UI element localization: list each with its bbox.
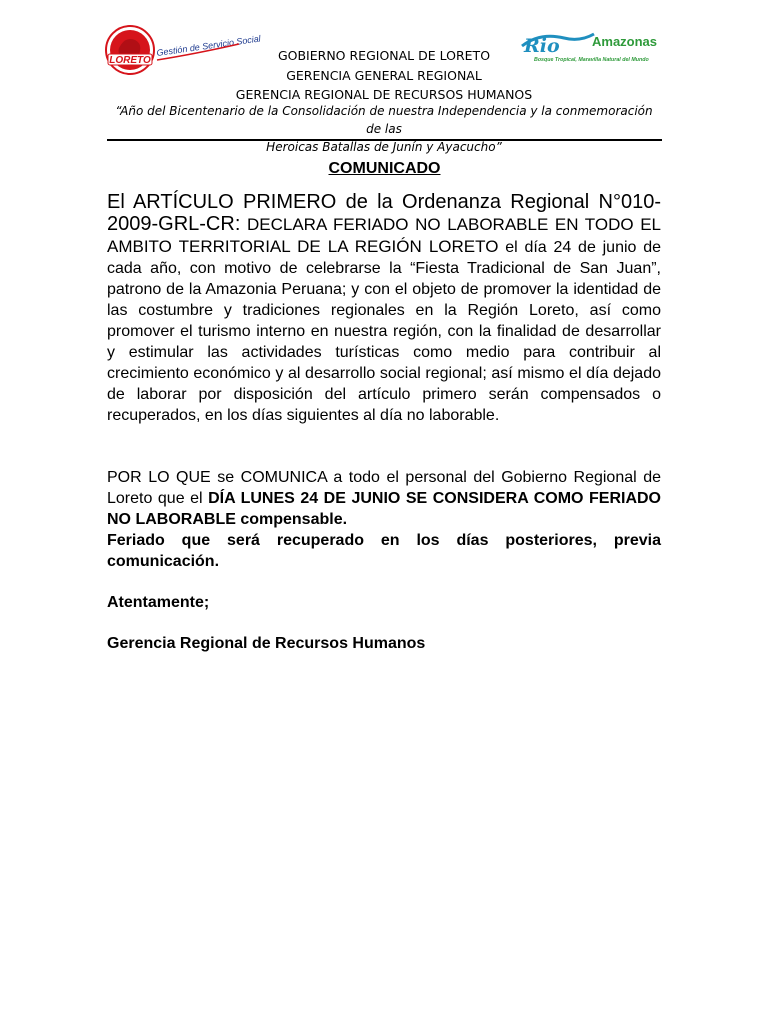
year-motto-line1: “Año del Bicentenario de la Consolidación de nuestra Independencia y la conmemoración de las — [115, 104, 653, 136]
recovery-notice: Feriado que será recuperado en los días posteriores, previa comunicación. — [107, 532, 661, 570]
header-hr-management: GERENCIA REGIONAL DE RECURSOS HUMANOS — [235, 87, 533, 102]
year-motto — [108, 102, 660, 156]
loreto-emblem-text: LORETO — [109, 55, 151, 66]
holiday-notice: DÍA LUNES 24 DE JUNIO SE CONSIDERA COMO FERIADO NO LABORABLE compensable. — [107, 490, 661, 528]
signature-department: Gerencia Regional de Recursos Humanos — [107, 635, 426, 652]
header-divider — [107, 139, 662, 141]
amazonas-slogan: Bosque Tropical, Maravilla Natural del Mundo — [534, 57, 649, 63]
paragraph-communication — [107, 467, 661, 572]
amazonas-wordmark: Amazonas — [592, 34, 658, 49]
communication-intro: POR LO QUE se COMUNICA a todo el personal del Gobierno Regional de Loreto que el — [107, 469, 661, 507]
year-motto-line2: Heroicas Batallas de Junín y Ayacucho” — [266, 140, 502, 154]
header-general-management: GERENCIA GENERAL REGIONAL — [286, 68, 482, 83]
ordinance-body: el día 24 de junio de cada año, con motivo de celebrarse la “Fiesta Tradicional de San Juan”, patrono de la Amazonia Peruana; y con el objeto de promover la identidad de las costumbre y tradiciones regionales en la Región Loreto, así como promover el turismo interno en nuestra región, con la finalidad de desarrollar y estimular las actividades turísticas como medio para contribuir al crecimiento económico y al desarrollo social regional; así mismo el día dejado de laborar por disposición del artículo primero serán compensados o recuperados, en los días siguientes al día no laborable. — [107, 239, 662, 424]
document-title: COMUNICADO — [328, 160, 441, 177]
rio-wordmark: Rio — [524, 35, 560, 57]
ordinance-declaration: DECLARA FERIADO NO LABORABLE EN TODO EL AMBITO TERRITORIAL DE LA REGIÓN LORETO — [107, 215, 661, 256]
closing-salutation: Atentamente; — [107, 594, 210, 611]
ordinance-reference: El ARTÍCULO PRIMERO de la Ordenanza Regional N°010-2009-GRL-CR: — [107, 191, 661, 235]
paragraph-ordinance — [107, 192, 661, 426]
header-government: GOBIERNO REGIONAL DE LORETO — [277, 48, 491, 63]
loreto-tagline: Gestión de Servicio Social — [155, 33, 262, 58]
